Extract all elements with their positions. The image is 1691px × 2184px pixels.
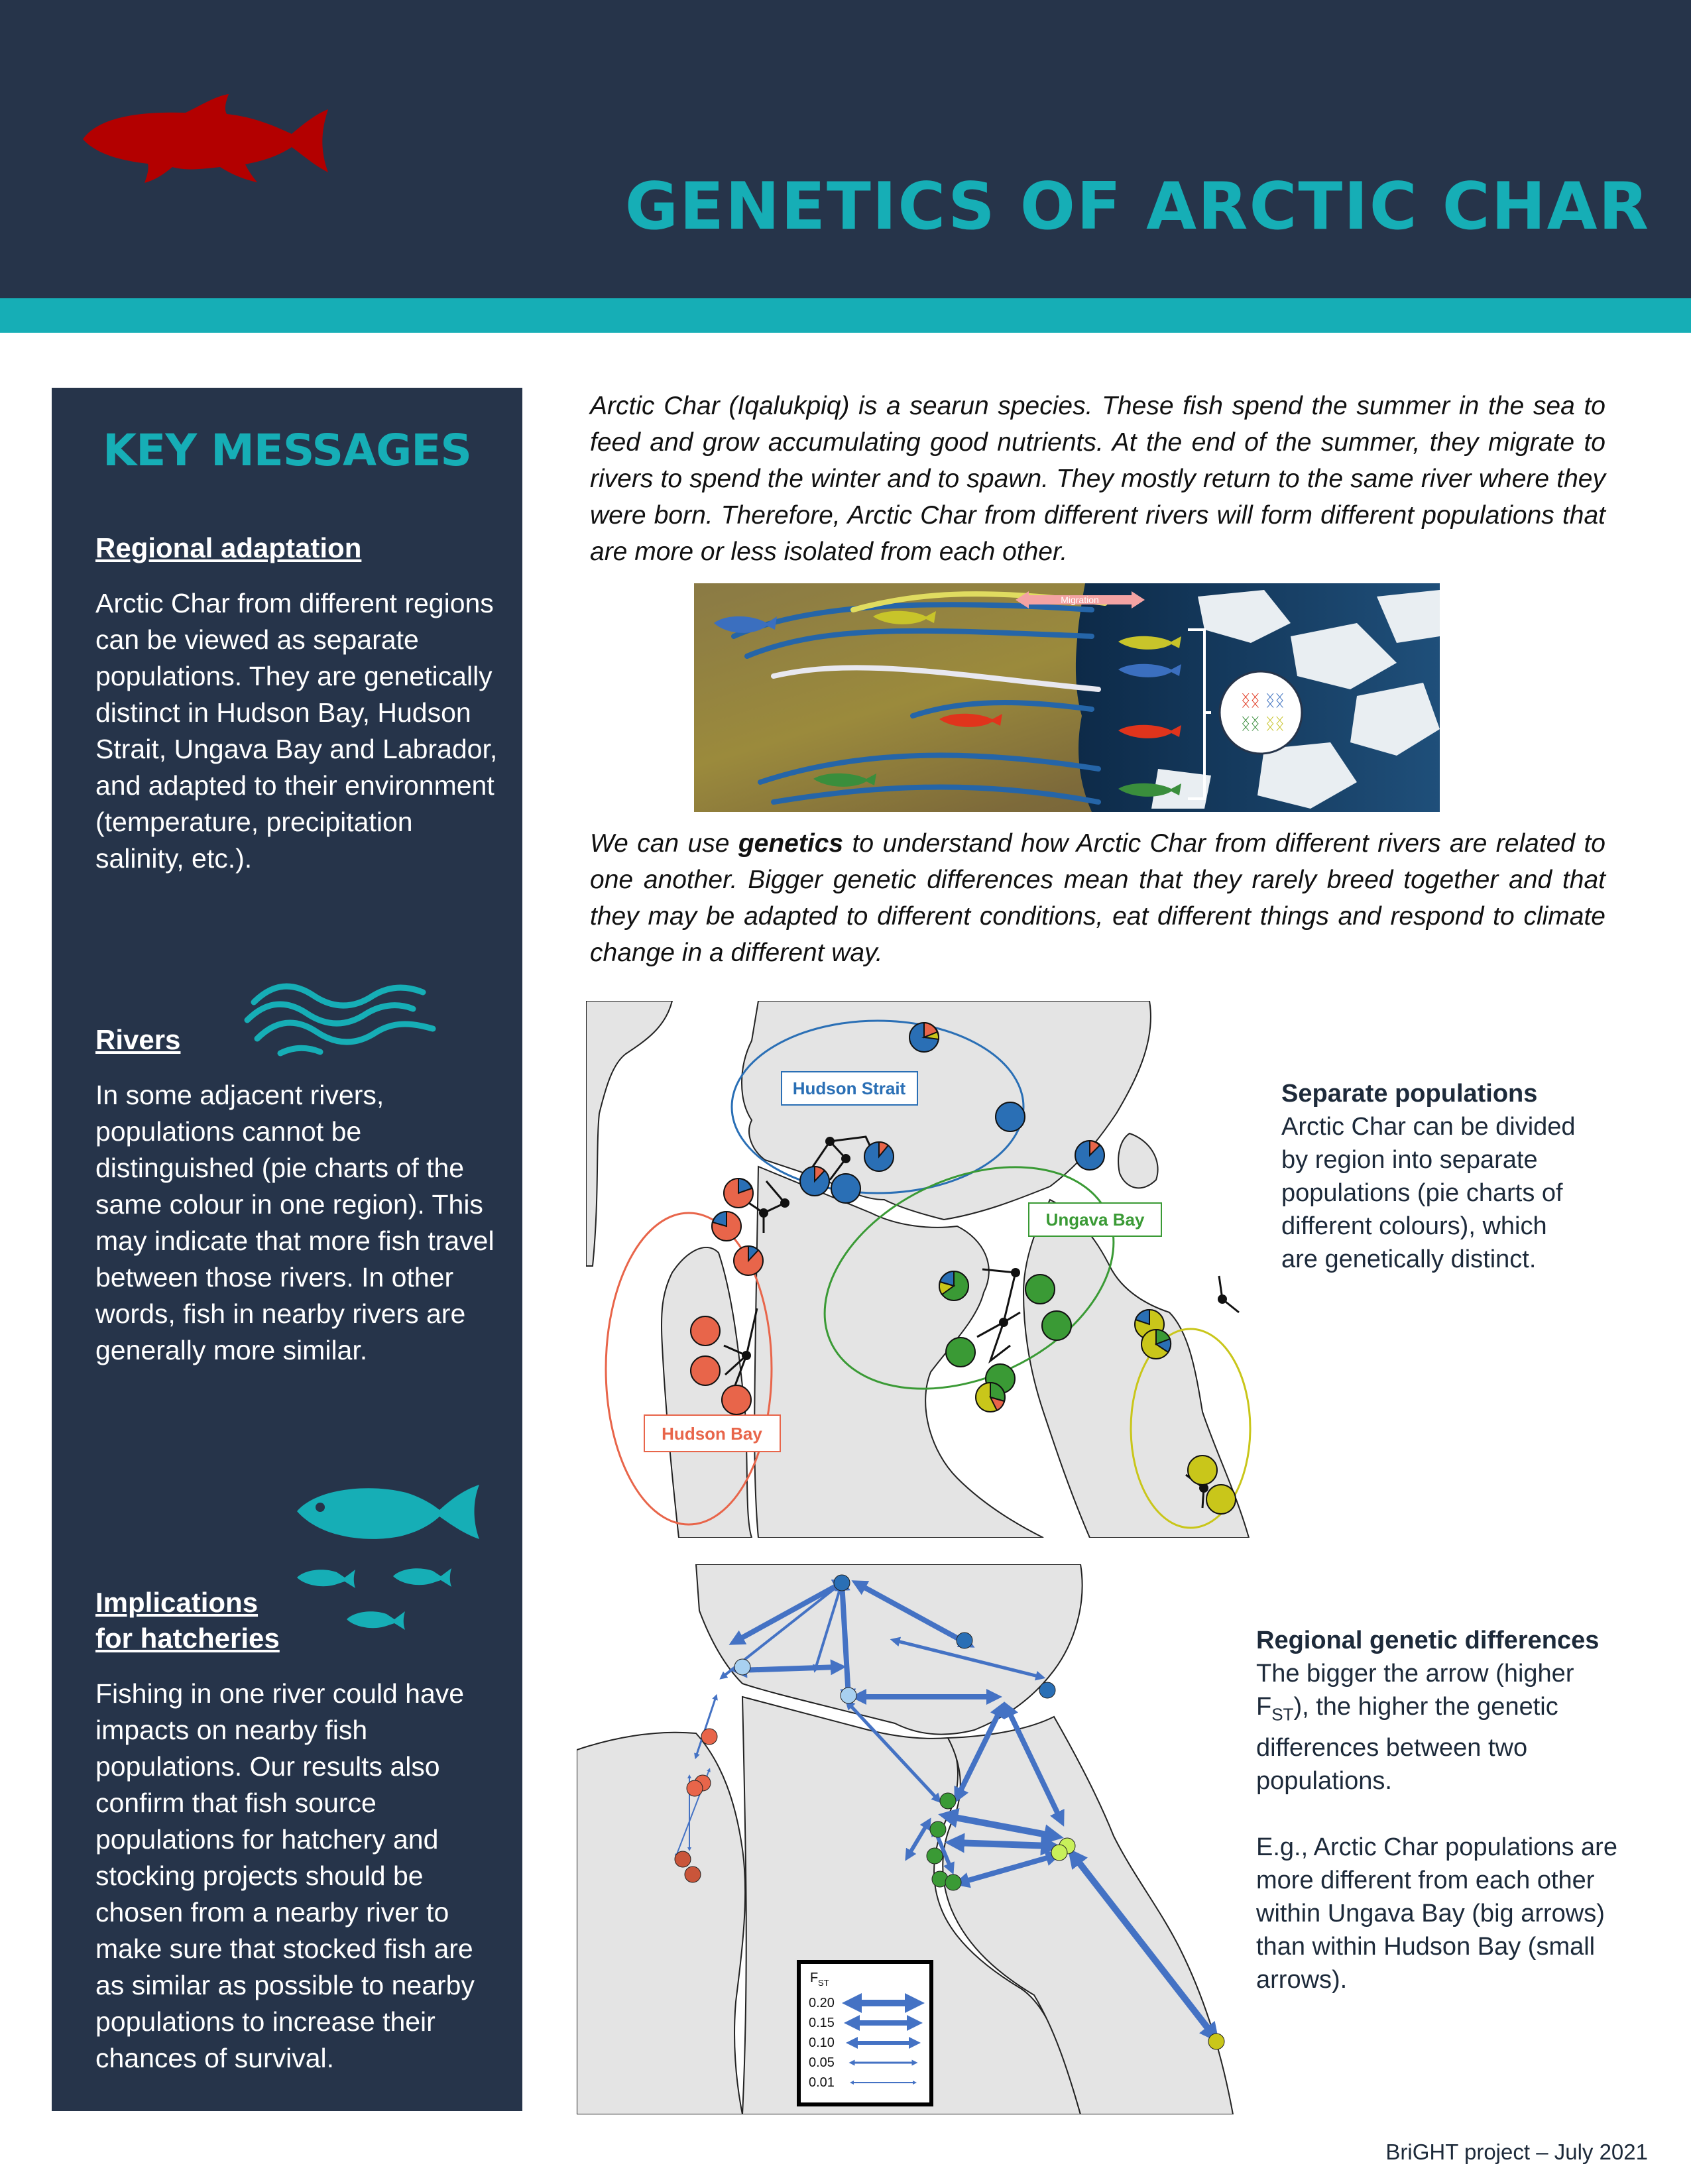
pie-chart	[1188, 1456, 1217, 1485]
pie-chart	[831, 1174, 860, 1203]
svg-text:ST: ST	[818, 1978, 829, 1988]
separate-populations-heading: Separate populations	[1281, 1080, 1538, 1108]
pie-chart	[1206, 1485, 1236, 1514]
regional-adaptation-text: Arctic Char from different regions can be viewed as separate populations. They are genetically distinct in Hudson Bay, Hudson Strait, Ungava Bay and Labrador, and adapted to their environment (temperature, precipitation salinity, etc.).	[95, 588, 498, 874]
pie-chart	[1042, 1311, 1071, 1340]
pie-chart	[1075, 1141, 1104, 1170]
header-banner	[0, 0, 1691, 298]
pie-chart	[712, 1212, 741, 1241]
hatcheries-heading-line2: for hatcheries	[95, 1623, 280, 1654]
pie-chart	[909, 1023, 939, 1052]
svg-text:ᛝᛝ: ᛝᛝ	[1241, 691, 1260, 710]
pie-chart	[724, 1178, 753, 1208]
pie-chart	[976, 1383, 1005, 1412]
svg-text:ᛝᛝ: ᛝᛝ	[1265, 715, 1285, 733]
hatcheries-heading-line1: Implications	[95, 1587, 259, 1618]
pie-chart	[996, 1102, 1025, 1131]
legend-value: 0.15	[809, 2016, 835, 2030]
dna-circle	[1220, 671, 1302, 754]
genetics-emphasis: genetics	[738, 829, 844, 858]
rivers-text: In some adjacent rivers, populations cannot be distinguished (pie charts of the same colour in one region). This may indicate that more fish travel between those rivers. In other words, fish in nearby rivers are generally more similar.	[95, 1080, 495, 1365]
fish-icon	[80, 93, 331, 186]
intro-paragraph: Arctic Char (Iqalukpiq) is a searun species. These fish spend the summer in the sea to feed and grow accumulating good nutrients. At the end of the summer, they migrate to rivers to spend the winter and to spawn. They mostly return to the same river where they were born. Therefore, Arctic Char from different rivers will form different populations that are more or less isolated from each other.	[590, 392, 1605, 566]
fish-school-icon	[290, 1478, 542, 1644]
pie-chart	[864, 1142, 894, 1171]
legend-value: 0.05	[809, 2055, 835, 2070]
sidebar-title: KEY MESSAGES	[103, 425, 471, 476]
fst-legend	[799, 1962, 931, 2104]
pie-chart	[722, 1385, 751, 1414]
ungava-bay-label: Ungava Bay	[1045, 1210, 1145, 1230]
legend-value: 0.10	[809, 2036, 835, 2050]
legend-value: 0.20	[809, 1996, 835, 2010]
svg-text:Migration: Migration	[1061, 595, 1099, 605]
svg-text:ᛝᛝ: ᛝᛝ	[1265, 691, 1285, 710]
regional-differences-heading: Regional genetic differences	[1256, 1627, 1600, 1654]
svg-text:ᛝᛝ: ᛝᛝ	[1241, 715, 1260, 733]
hatcheries-text: Fishing in one river could have impacts on nearby fish populations. Our results also confirm that fish source populations for hatchery and stocking projects should be chosen from a nearby river to make sure that stocked fish are as similar as possible to nearby populations to increase their chances of survival.	[95, 1678, 475, 2073]
pie-chart	[800, 1167, 829, 1196]
waves-icon	[241, 979, 439, 1059]
pie-chart	[691, 1356, 720, 1385]
page-title: GENETICS OF ARCTIC CHAR	[624, 169, 1650, 245]
header-accent-stripe	[0, 298, 1691, 333]
pie-chart	[734, 1246, 763, 1275]
svg-text:F: F	[810, 1971, 819, 1985]
hudson-bay-label: Hudson Bay	[662, 1424, 762, 1444]
separate-populations-caption: Separate populations Arctic Char can be divided by region into separate populations (pie charts of different colours), which are genetically distinct.	[1281, 1077, 1576, 1276]
regional-differences-caption: Regional genetic differences The bigger the arrow (higher $F_{ST}$), the higher the genetic differences between two populations. E.g., Arctic Char populations are more different from each other within Ungava Bay (big arrows) than within Hudson Bay (small arrows).	[1256, 1624, 1617, 1996]
genetics-paragraph: We can use genetics to understand how Arctic Char from different rivers are related to one another. Bigger genetic differences mean that they rarely breed together and that they may be adapted to different conditions, eat different things and respond to climate change in a different way.	[590, 829, 1605, 967]
legend-value: 0.01	[809, 2075, 835, 2090]
migration-figure	[694, 583, 1440, 812]
fst-map	[577, 1564, 1263, 2114]
rivers-heading: Rivers	[95, 1024, 181, 1055]
footer-credit: BriGHT project – July 2021	[1385, 2140, 1648, 2164]
pie-chart	[939, 1271, 968, 1300]
key-messages-sidebar	[52, 388, 522, 2111]
pie-chart	[691, 1316, 720, 1346]
pie-chart	[1141, 1330, 1171, 1359]
pie-chart	[946, 1338, 975, 1367]
population-map	[586, 1001, 1295, 1538]
regional-adaptation-heading: Regional adaptation	[95, 532, 362, 563]
hudson-strait-label: Hudson Strait	[792, 1078, 906, 1098]
pie-chart	[1025, 1275, 1055, 1304]
